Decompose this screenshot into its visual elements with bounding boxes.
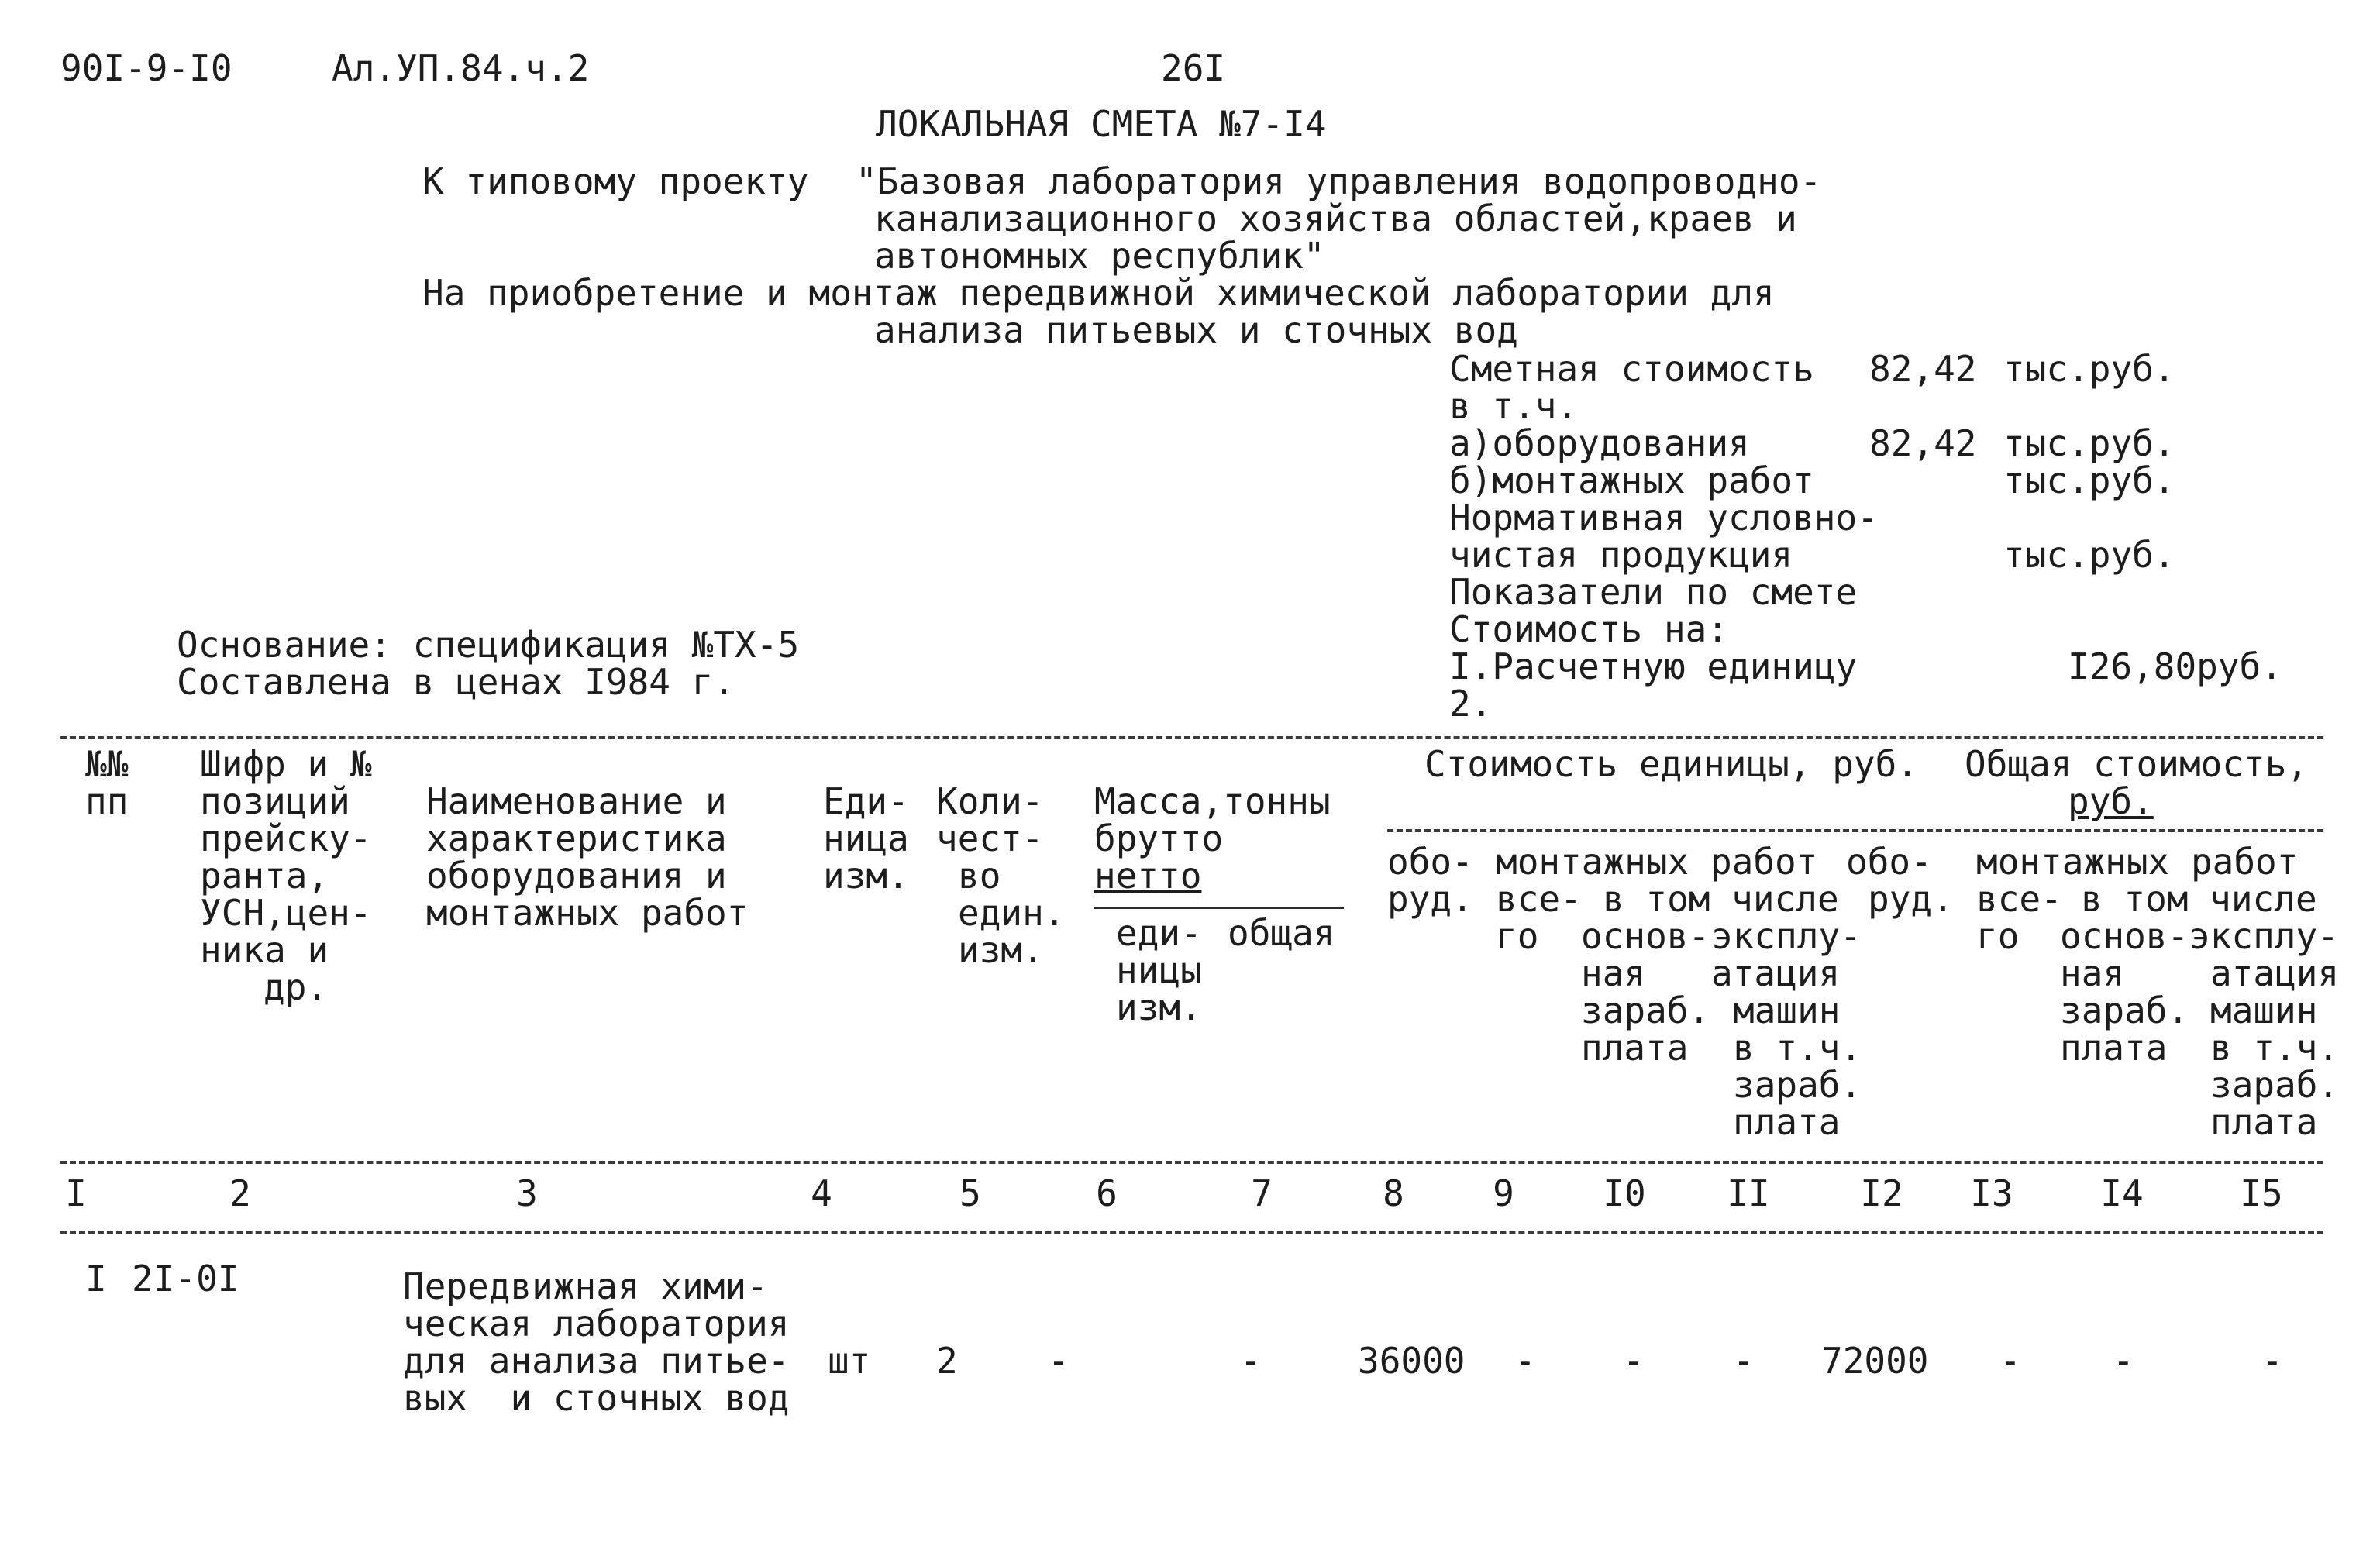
column-number: I0 — [1603, 1172, 1646, 1214]
estimate-sheet: 90I-9-I0 Ал.УП.84.ч.2 26I ЛОКАЛЬНАЯ СМЕТА №7-I4 К типовому проекту "Базовая лаборатория управления водопроводно- канализационного хозяйства областей,краев и автономных республик" На приобретение и монтаж передвижной химической лаборатории для анализа питьевых и сточных вод Сметная стоимость 82,42 тыс.руб. в т.ч. а)оборудования 82,42 тыс.руб. б)монтажных работ тыс.руб. Нормативная условно- чистая продукция тыс.руб. Показатели по смете Стоимость на: I.Расчетную единицу I26,80руб. 2. Основание: спецификация №ТХ-5 Составлена в ценах I984 г. №№ пп Шифр и № позиций прейску- ранта, УСН,цен- ника и др. Наименование и характеристика оборудования и монтажных работ Еди- ница изм. Коли- чест- во един. изм. Масса,тонны брутто нетто еди- ницы изм. общая Стоимость единицы, руб. Общая стоимость, руб. обо- руд. монтажных работ все- го в том числе основ- ная зараб. плата эксплу- атация машин в т.ч. зараб. плата обо- руд. монтажных работ все- го в том числе основ- ная зараб. плата эксплу- атация машин в т.ч. зараб. плата I 2 3 4 5 6 7 8 9 I0 II I2 I3 I4 I5 I 2I-0I Передвижная хими- ческая лаборатория для анализа питье- вых и сточных вод шт 2 - - 36000 - - - 72000 - - - — [0, 0, 2380, 1556]
installation-cost-label: б)монтажных работ — [1449, 460, 1814, 501]
project-name-line-2: канализационного хозяйства областей,краев и — [874, 198, 1797, 239]
header-unit-installation: монтажных работ — [1496, 841, 1818, 883]
estimated-cost-unit: тыс.руб. — [2003, 348, 2175, 390]
table-top-rule — [60, 736, 2323, 739]
prices-line: Составлена в ценах I984 г. — [177, 661, 735, 703]
column-number: 4 — [811, 1172, 832, 1214]
row-equipment-total-cost: 72000 — [1821, 1340, 1929, 1382]
row-mass-total: - — [1240, 1340, 1262, 1382]
row-installation-total-wage: - — [2113, 1340, 2134, 1382]
cost-group-rule — [1387, 829, 2323, 832]
column-number: 9 — [1493, 1172, 1514, 1214]
project-label: К типовому проекту — [422, 160, 809, 202]
column-number: I4 — [2100, 1172, 2144, 1214]
header-total-installation: монтажных работ — [1976, 841, 2299, 883]
purpose-line-1: На приобретение и монтаж передвижной химической лаборатории для — [422, 272, 1775, 314]
column-numbers-rule — [60, 1231, 2323, 1234]
row-number: I — [85, 1258, 107, 1300]
equipment-cost-label: а)оборудования — [1449, 422, 1750, 464]
header-total-including: в том числе — [2081, 878, 2317, 920]
project-code: 90I-9-I0 — [60, 47, 232, 89]
equipment-cost-value: 82,42 — [1869, 422, 1977, 464]
column-number: 8 — [1383, 1172, 1404, 1214]
column-number: 6 — [1096, 1172, 1118, 1214]
indicators-label: Показатели по смете — [1449, 571, 1858, 613]
column-number: 3 — [516, 1172, 538, 1214]
row-installation-unit-wage: - — [1623, 1340, 1645, 1382]
row-mass-unit: - — [1048, 1340, 1069, 1382]
normative-product-unit: тыс.руб. — [2003, 534, 2175, 576]
project-name-line-3: автономных республик" — [874, 235, 1325, 277]
purpose-line-2: анализа питьевых и сточных вод — [874, 309, 1518, 351]
page-number: 26I — [1161, 47, 1226, 89]
row-quantity: 2 — [936, 1340, 958, 1382]
project-name-line-1: "Базовая лаборатория управления водопроводно- — [856, 160, 1822, 202]
basis-line: Основание: спецификация №ТХ-5 — [177, 624, 800, 666]
column-number: 2 — [229, 1172, 251, 1214]
normative-product-line-1: Нормативная условно- — [1449, 497, 1879, 539]
column-number: 7 — [1251, 1172, 1273, 1214]
equipment-cost-unit: тыс.руб. — [2003, 422, 2175, 464]
header-bottom-rule — [60, 1161, 2323, 1164]
mass-net-rule — [1094, 907, 1344, 909]
header-unit-including: в том числе — [1603, 878, 1839, 920]
including-label: в т.ч. — [1449, 385, 1579, 427]
row-installation-total-all: - — [1999, 1340, 2021, 1382]
installation-cost-unit: тыс.руб. — [2003, 460, 2175, 501]
row-unit: шт — [828, 1340, 871, 1382]
row-price-code: 2I-0I — [132, 1258, 239, 1300]
column-number: 5 — [959, 1172, 981, 1214]
row-installation-unit-total: - — [1514, 1340, 1536, 1382]
row-equipment-unit-cost: 36000 — [1358, 1340, 1466, 1382]
estimated-cost-label: Сметная стоимость — [1449, 348, 1814, 390]
column-number: II — [1727, 1172, 1770, 1214]
normative-product-line-2: чистая продукция — [1449, 534, 1793, 576]
row-installation-total-machines: - — [2261, 1340, 2283, 1382]
unit-cost-label: I.Расчетную единицу — [1449, 645, 1858, 687]
column-number: I2 — [1860, 1172, 1903, 1214]
row-installation-unit-machines: - — [1733, 1340, 1755, 1382]
cost-on-label: Стоимость на: — [1449, 608, 1729, 650]
column-number: I5 — [2240, 1172, 2283, 1214]
column-number: I — [65, 1172, 87, 1214]
album-reference: Ал.УП.84.ч.2 — [332, 47, 590, 89]
column-number: I3 — [1970, 1172, 2013, 1214]
estimated-cost-value: 82,42 — [1869, 348, 1977, 390]
document-title: ЛОКАЛЬНАЯ СМЕТА №7-I4 — [876, 103, 1327, 145]
unit-cost-value: I26,80руб. — [2068, 645, 2282, 687]
indicator-2-label: 2. — [1449, 683, 1493, 725]
